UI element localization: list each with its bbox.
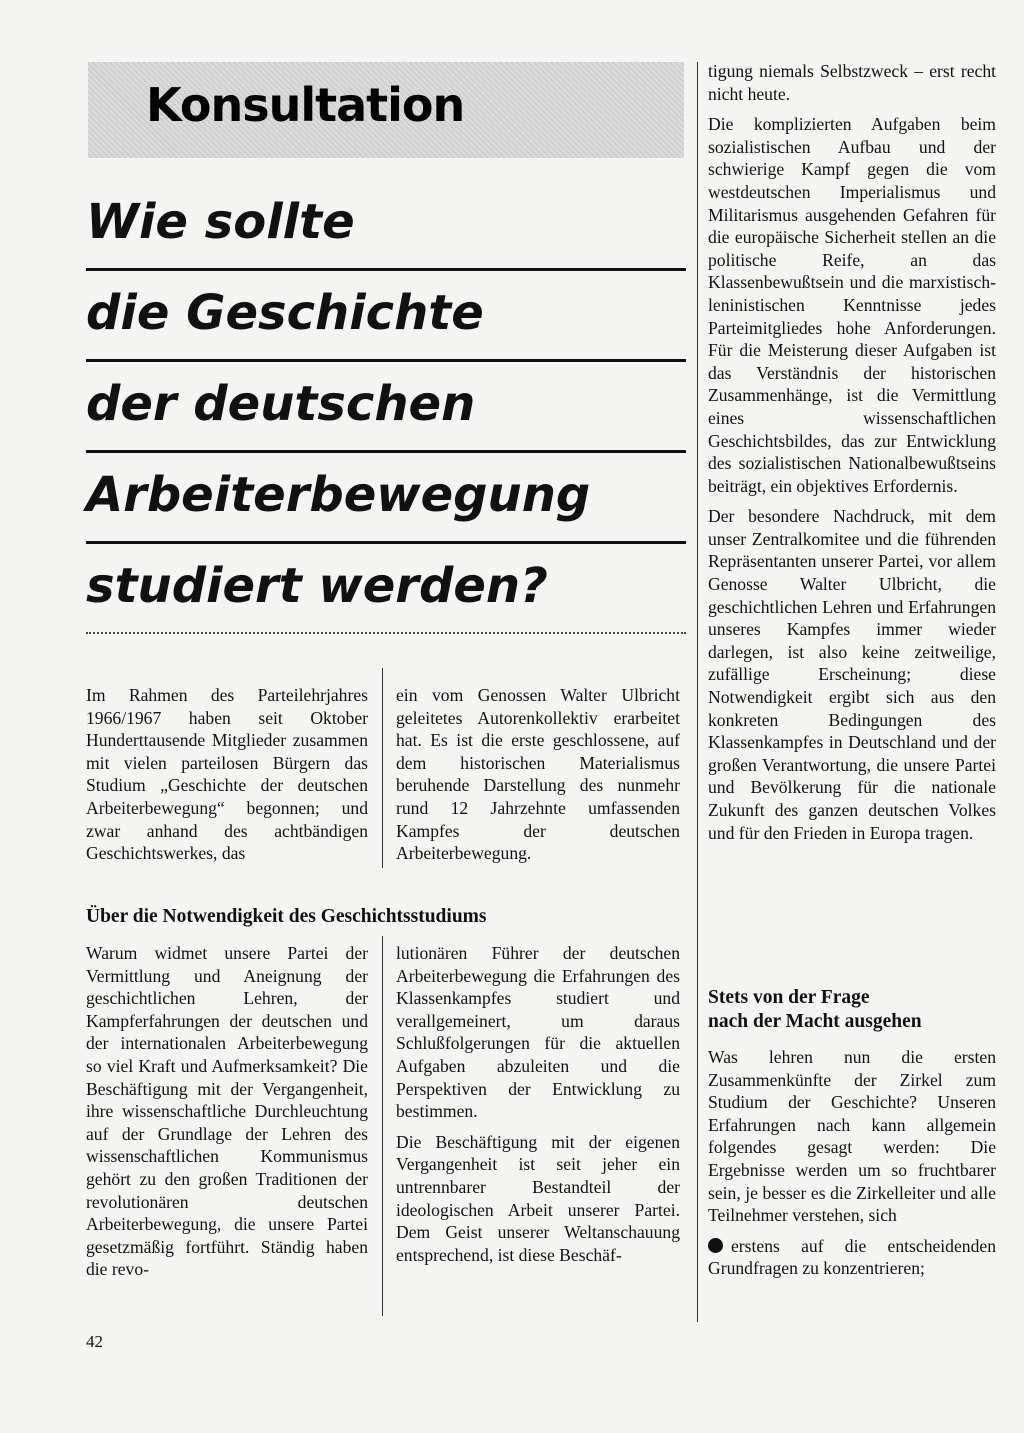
intro-column-1 bbox=[86, 684, 368, 873]
bullet-text: erstens auf die entscheidenden Grundfragen zu konzentrieren; bbox=[708, 1235, 996, 1279]
page-number: 42 bbox=[86, 1332, 103, 1351]
column-divider bbox=[697, 62, 698, 1322]
headline-line: der deutschen bbox=[86, 362, 686, 453]
headline-line: studiert werden? bbox=[86, 544, 686, 634]
bullet-icon bbox=[708, 1238, 723, 1253]
subheading-line: nach der Macht ausgehen bbox=[708, 1011, 922, 1032]
right-column-lower bbox=[708, 1046, 996, 1288]
body-paragraph: tigung niemals Selbstzweck – erst recht nicht heute. bbox=[708, 61, 996, 104]
body-paragraph: Was lehren nun die ersten Zusammenkünfte der Zirkel zum Studium der Geschichte? Unseren Erfahrungen nach kann allgemein folgendes gesagt werden: Die Ergebnisse werden um so fruchtbarer sein, je besser es die Zirkelleiter und alle Teilnehmer verstehen, sich bbox=[708, 1047, 996, 1226]
headline bbox=[86, 180, 686, 634]
subheading-power bbox=[708, 986, 996, 1034]
right-column bbox=[708, 60, 996, 852]
body-paragraph: Die Beschäftigung mit der eigenen Vergangenheit ist seit jeher ein untrennbarer Bestandteil der ideologischen Arbeit unserer Partei. Dem Geist unserer Weltanschauung entsprechend, ist diese Beschäf- bbox=[396, 1131, 680, 1265]
subheading-line: Stets von der Frage bbox=[708, 987, 870, 1008]
body-paragraph: Der besondere Nachdruck, mit dem unser Zentralkomitee und die führenden Repräsentanten unserer Partei, vor allem Genosse Walter Ulbricht, die geschichtlichen Lehren und Erfahrungen unseres Kampfes immer wieder darlegen, ist also keine zeitweilige, zufällige Erscheinung; diese Notwendigkeit ergibt sich aus den konkreten Bedingungen des Klassenkampfes in Deutschland und der großen Verantwortung, die unsere Partei und Bevölkerung für die nationale Zukunft des ganzen deutschen Volkes und für den Frieden in Europa tragen. bbox=[708, 506, 996, 843]
headline-line: Wie sollte bbox=[86, 180, 686, 271]
kicker-title: Konsultation bbox=[146, 78, 465, 132]
body-paragraph: Die komplizierten Aufgaben beim sozialistischen Aufbau und der schwierige Kampf gegen die vom westdeutschen Imperialismus und Militarismus ausgehenden Gefahren für die europäische Sicherheit stellen an die politische Reife, an das Klassenbewußtsein und die marxistisch-leninistischen Kenntnisse jedes Parteimitgliedes hohe Anforderungen. Für die Meisterung dieser Aufgaben ist das Verständnis der historischen Zusammenhänge, ist die Vermittlung eines wissenschaftlichen Geschichtsbildes, das zur Entwicklung des sozialistischen Nationalbewußtseins beiträgt, ein objektives Erfordernis. bbox=[708, 114, 996, 496]
column-divider bbox=[382, 668, 383, 868]
headline-line: Arbeiterbewegung bbox=[86, 453, 686, 544]
intro-paragraph: Im Rahmen des Parteilehrjahres 1966/1967 haben seit Oktober Hunderttausende Mitglieder zusammen mit vielen parteilosen Bürgern das Studium „Geschichte der deutschen Arbeiterbewegung“ begonnen; und zwar anhand des achtbändigen Geschichtswerkes, das bbox=[86, 685, 368, 864]
body-paragraph: Warum widmet unsere Partei der Vermittlung und Aneignung der geschichtlichen Lehren, der Kampferfahrungen der deutschen und der internationalen Arbeiterbewegung so viel Kraft und Aufmerksamkeit? Die Beschäftigung mit der Vergangenheit, ihre wissenschaftliche Durchleuchtung auf der Grundlage der Lehren des wissenschaftlichen Kommunismus gehört zu den großen Traditionen der revolutionären deutschen Arbeiterbewegung, die unsere Partei gesetzmäßig fortführt. Ständig haben die revo- bbox=[86, 943, 368, 1280]
body-paragraph: lutionären Führer der deutschen Arbeiterbewegung die Erfahrungen des Klassenkampfes studiert und verallgemeinert, um daraus Schlußfolgerungen für die aktuellen Aufgaben abzuleiten und die Perspektiven der Entwicklung zu bestimmen. bbox=[396, 943, 680, 1122]
column-divider bbox=[382, 936, 383, 1316]
bullet-item bbox=[708, 1235, 996, 1280]
intro-paragraph: ein vom Genossen Walter Ulbricht geleitetes Autorenkollektiv erarbeitet hat. Es ist die erste geschlossene, auf dem historischen Materialismus beruhende Darstellung des nunmehr rund 12 Jahrzehnte umfassenden Kampfes der deutschen Arbeiterbewegung. bbox=[396, 685, 680, 864]
body-column-2 bbox=[396, 942, 680, 1274]
subheading-necessity: Über die Notwendigkeit des Geschichtsstudiums bbox=[86, 906, 487, 927]
body-column-1 bbox=[86, 942, 368, 1289]
intro-column-2 bbox=[396, 684, 680, 873]
headline-line: die Geschichte bbox=[86, 271, 686, 362]
